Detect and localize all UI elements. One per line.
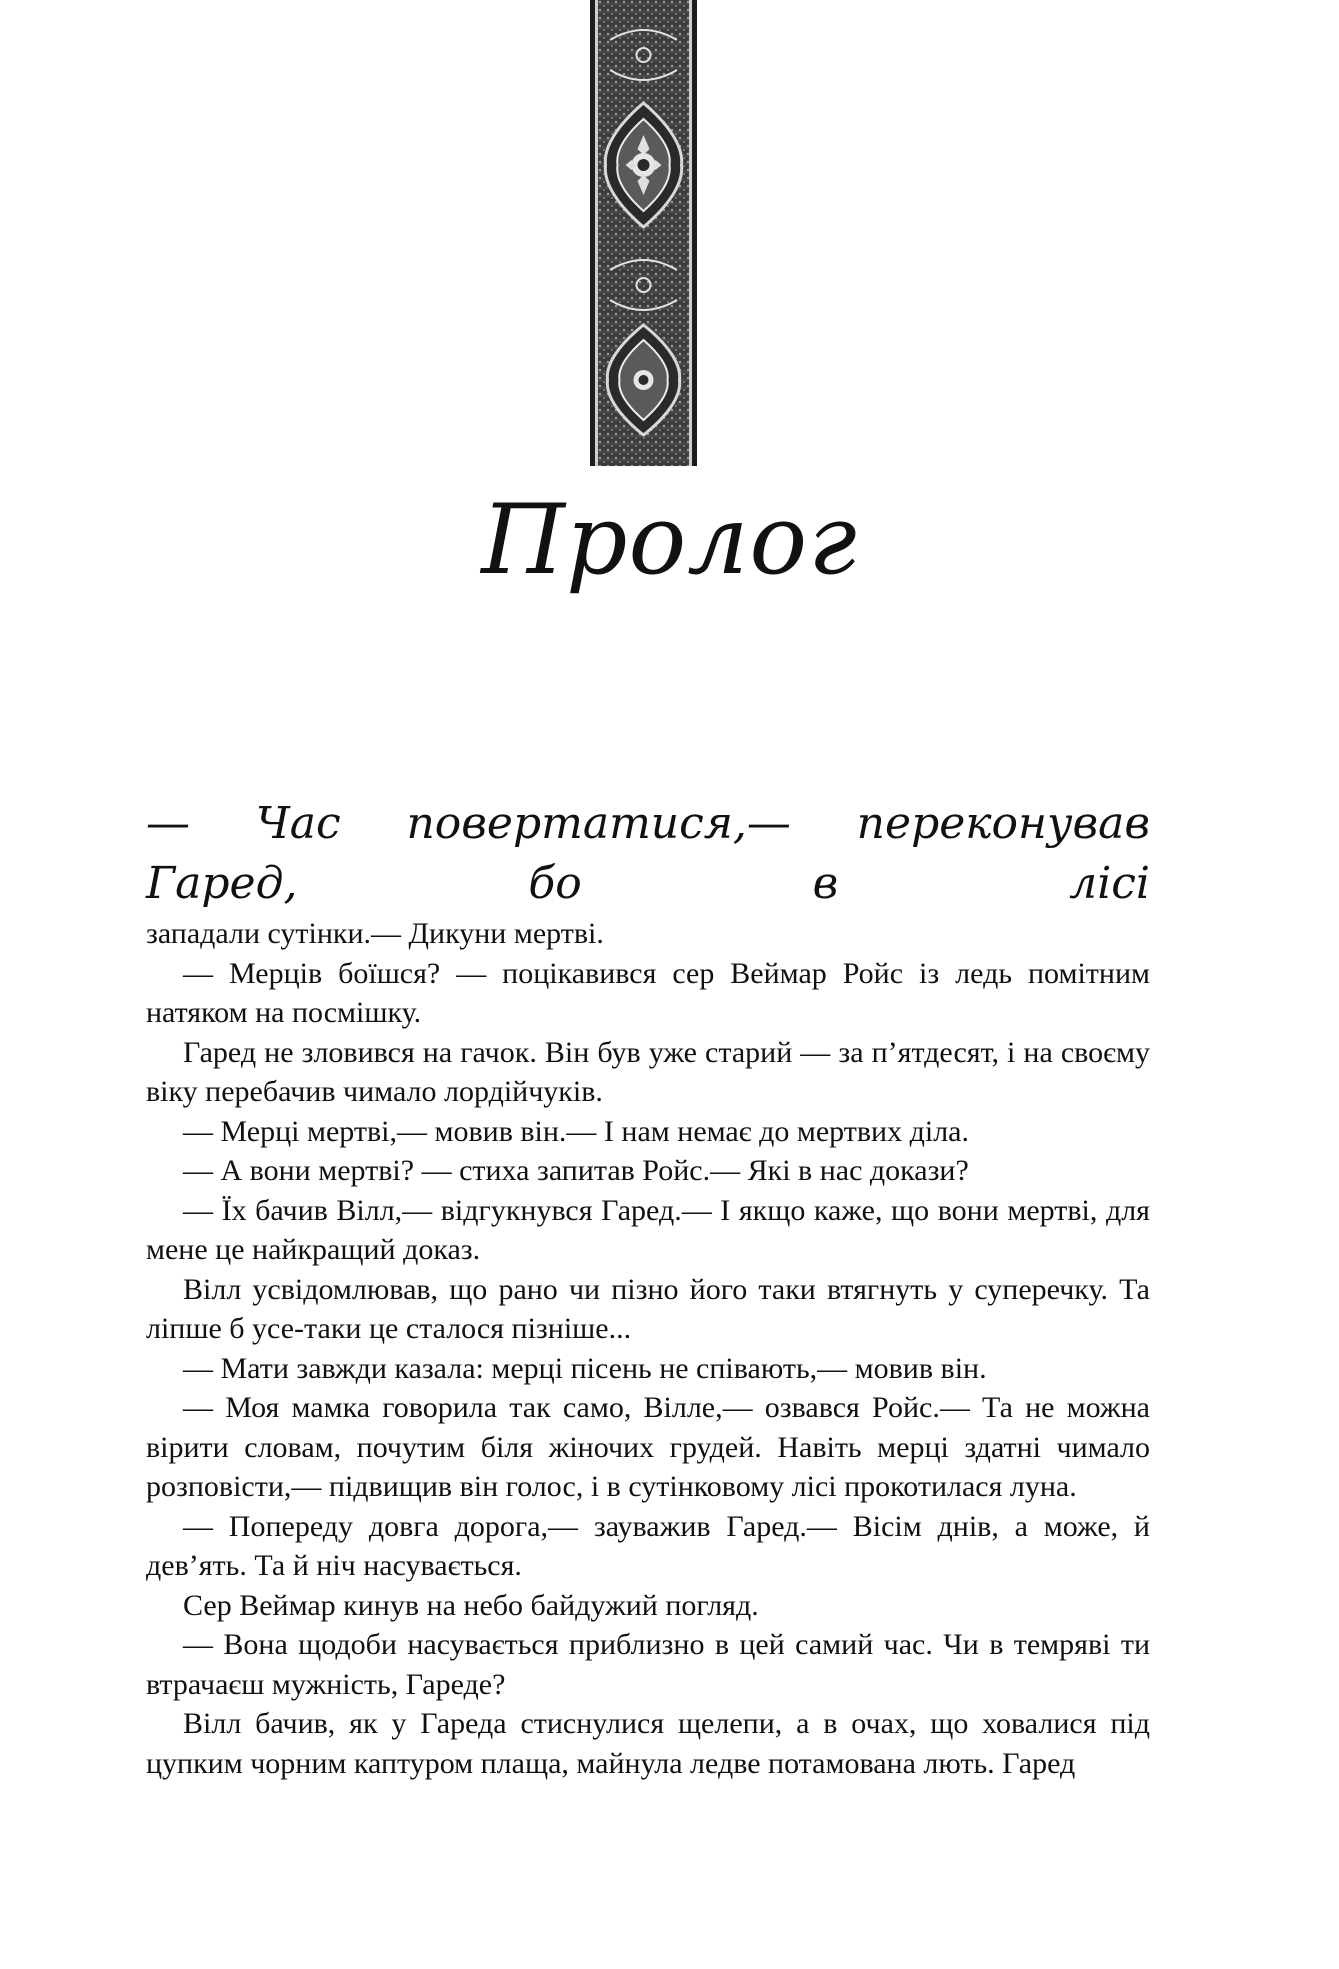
ornamental-band-icon bbox=[590, 0, 697, 466]
body-paragraph: — Їх бачив Вілл,— відгукнувся Гаред.— І якщо каже, що вони мертві, для мене це найкращий доказ. bbox=[146, 1193, 1150, 1266]
body-paragraph: западали сутінки.— Дикуни мертві. bbox=[146, 917, 604, 950]
body-paragraph: Вілл усвідомлював, що рано чи пізно його таки втягнуть у суперечку. Та ліпше б усе-таки це сталося пізніше... bbox=[146, 1272, 1150, 1345]
body-paragraph: — Попереду довга дорога,— зауважив Гаред.— Вісім днів, а може, й дев’ять. Та й ніч насувається. bbox=[146, 1509, 1150, 1582]
body-paragraph: — Мати завжди казала: мерці пісень не співають,— мовив він. bbox=[183, 1351, 987, 1385]
body-paragraph: — Моя мамка говорила так само, Вілле,— озвався Ройс.— Та не можна вірити словам, почутим біля жіночих грудей. Навіть мерці здатні чимало розповісти,— підвищив він голос, і в сутінковому лісі прокотилася луна. bbox=[146, 1391, 1150, 1503]
script-lead-line: — Час повертатися,— переконував Гаред, бо в лісі bbox=[146, 798, 1150, 909]
body-paragraph: Сер Веймар кинув на небо байдужий погляд. bbox=[183, 1588, 759, 1622]
body-paragraph: Гаред не зловився на гачок. Він був уже старий — за п’ятдесят, і на своєму віку перебачив чимало лордійчуків. bbox=[146, 1035, 1150, 1108]
body-paragraph: — Мерці мертві,— мовив він.— І нам немає до мертвих діла. bbox=[183, 1114, 969, 1148]
body-paragraph: — Мерців боїшся? — поцікавився сер Веймар Ройс із ледь помітним натяком на посмішку. bbox=[146, 956, 1150, 1029]
body-paragraph: Вілл бачив, як у Гареда стиснулися щелепи, а в очах, що ховалися під цупким чорним каптуром плаща, майнула ледве потамована лють. Гаред bbox=[146, 1707, 1150, 1780]
chapter-title: Пролог bbox=[481, 484, 858, 596]
body-paragraph: — А вони мертві? — стиха запитав Ройс.— Які в нас докази? bbox=[183, 1154, 969, 1187]
chapter-body bbox=[146, 798, 1150, 1783]
body-paragraph: — Вона щодоби насувається приблизно в цей самий час. Чи в темряві ти втрачаєш мужність, Гареде? bbox=[146, 1628, 1150, 1701]
